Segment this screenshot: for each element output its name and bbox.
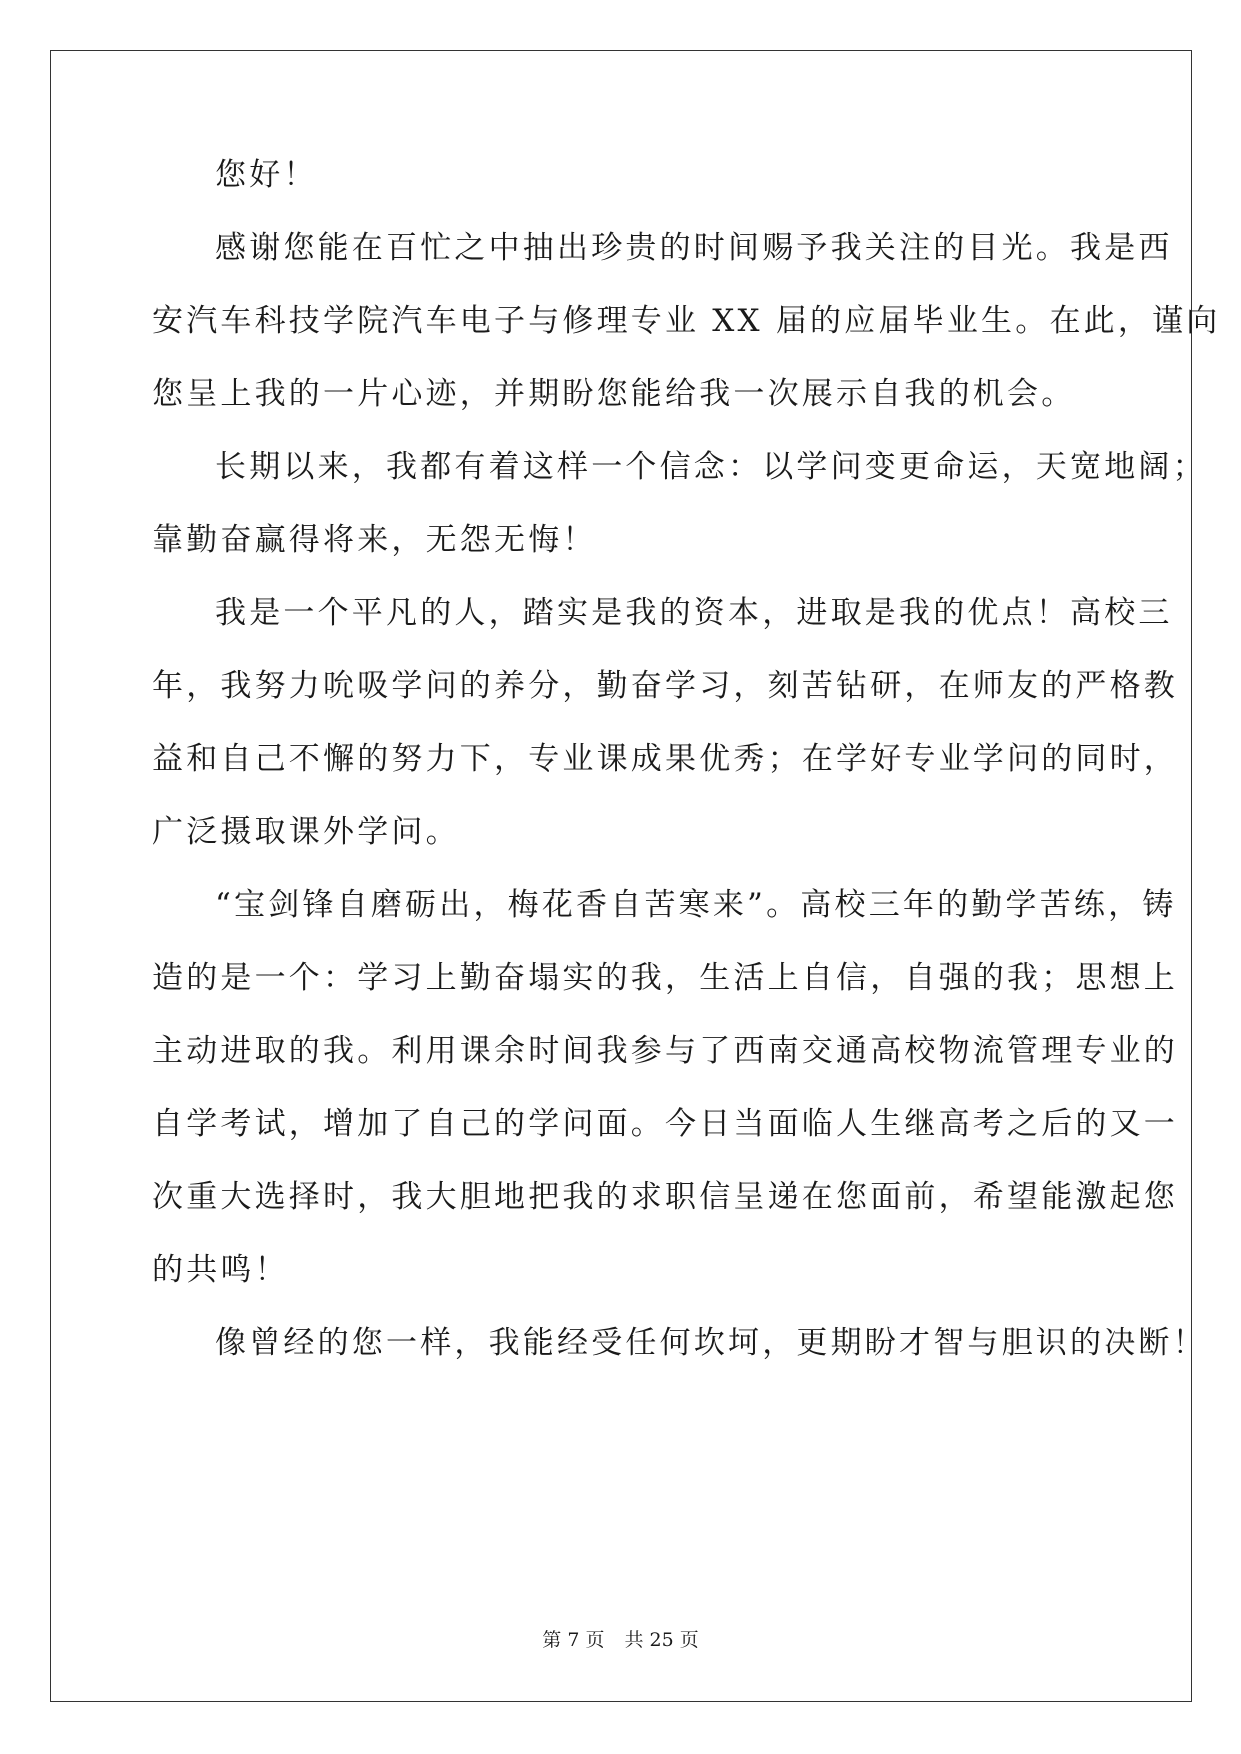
paragraph-line: “宝剑锋自磨砺出，梅花香自苦寒来”。高校三年的勤学苦练，铸	[215, 887, 1177, 923]
paragraph-line: 我是一个平凡的人，踏实是我的资本，进取是我的优点！高校三	[215, 595, 1173, 631]
paragraph-line: 您呈上我的一片心迹，并期盼您能给我一次展示自我的机会。	[152, 376, 1076, 412]
paragraph-line: 益和自己不懈的努力下，专业课成果优秀；在学好专业学问的同时，	[152, 741, 1178, 777]
paragraph-line: 感谢您能在百忙之中抽出珍贵的时间赐予我关注的目光。我是西	[215, 230, 1173, 266]
paragraph-line: 像曾经的您一样，我能经受任何坎坷，更期盼才智与胆识的决断！	[215, 1325, 1207, 1361]
greeting-line: 您好！	[215, 157, 318, 193]
paragraph-line: 自学考试，增加了自己的学问面。今日当面临人生继高考之后的又一	[152, 1106, 1178, 1142]
paragraph-line: 造的是一个：学习上勤奋塌实的我，生活上自信，自强的我；思想上	[152, 960, 1178, 996]
paragraph-line: 的共鸣！	[152, 1252, 289, 1288]
page-border	[50, 50, 1221, 1702]
page-footer	[0, 1628, 1241, 1652]
paragraph-line: 安汽车科技学院汽车电子与修理专业 XX 届的应届毕业生。在此，谨向	[152, 303, 1221, 339]
page-number: 第 7 页	[542, 1629, 605, 1651]
page-total: 共 25 页	[624, 1629, 699, 1651]
paragraph-line: 靠勤奋赢得将来，无怨无悔！	[152, 522, 597, 558]
paragraph-line: 主动进取的我。利用课余时间我参与了西南交通高校物流管理专业的	[152, 1033, 1178, 1069]
paragraph-line: 广泛摄取课外学问。	[152, 814, 460, 850]
paragraph-line: 次重大选择时，我大胆地把我的求职信呈递在您面前，希望能激起您	[152, 1179, 1178, 1215]
paragraph-line: 长期以来，我都有着这样一个信念：以学问变更命运，天宽地阔；	[215, 449, 1207, 485]
paragraph-line: 年，我努力吮吸学问的养分，勤奋学习，刻苦钻研，在师友的严格教	[152, 668, 1178, 704]
